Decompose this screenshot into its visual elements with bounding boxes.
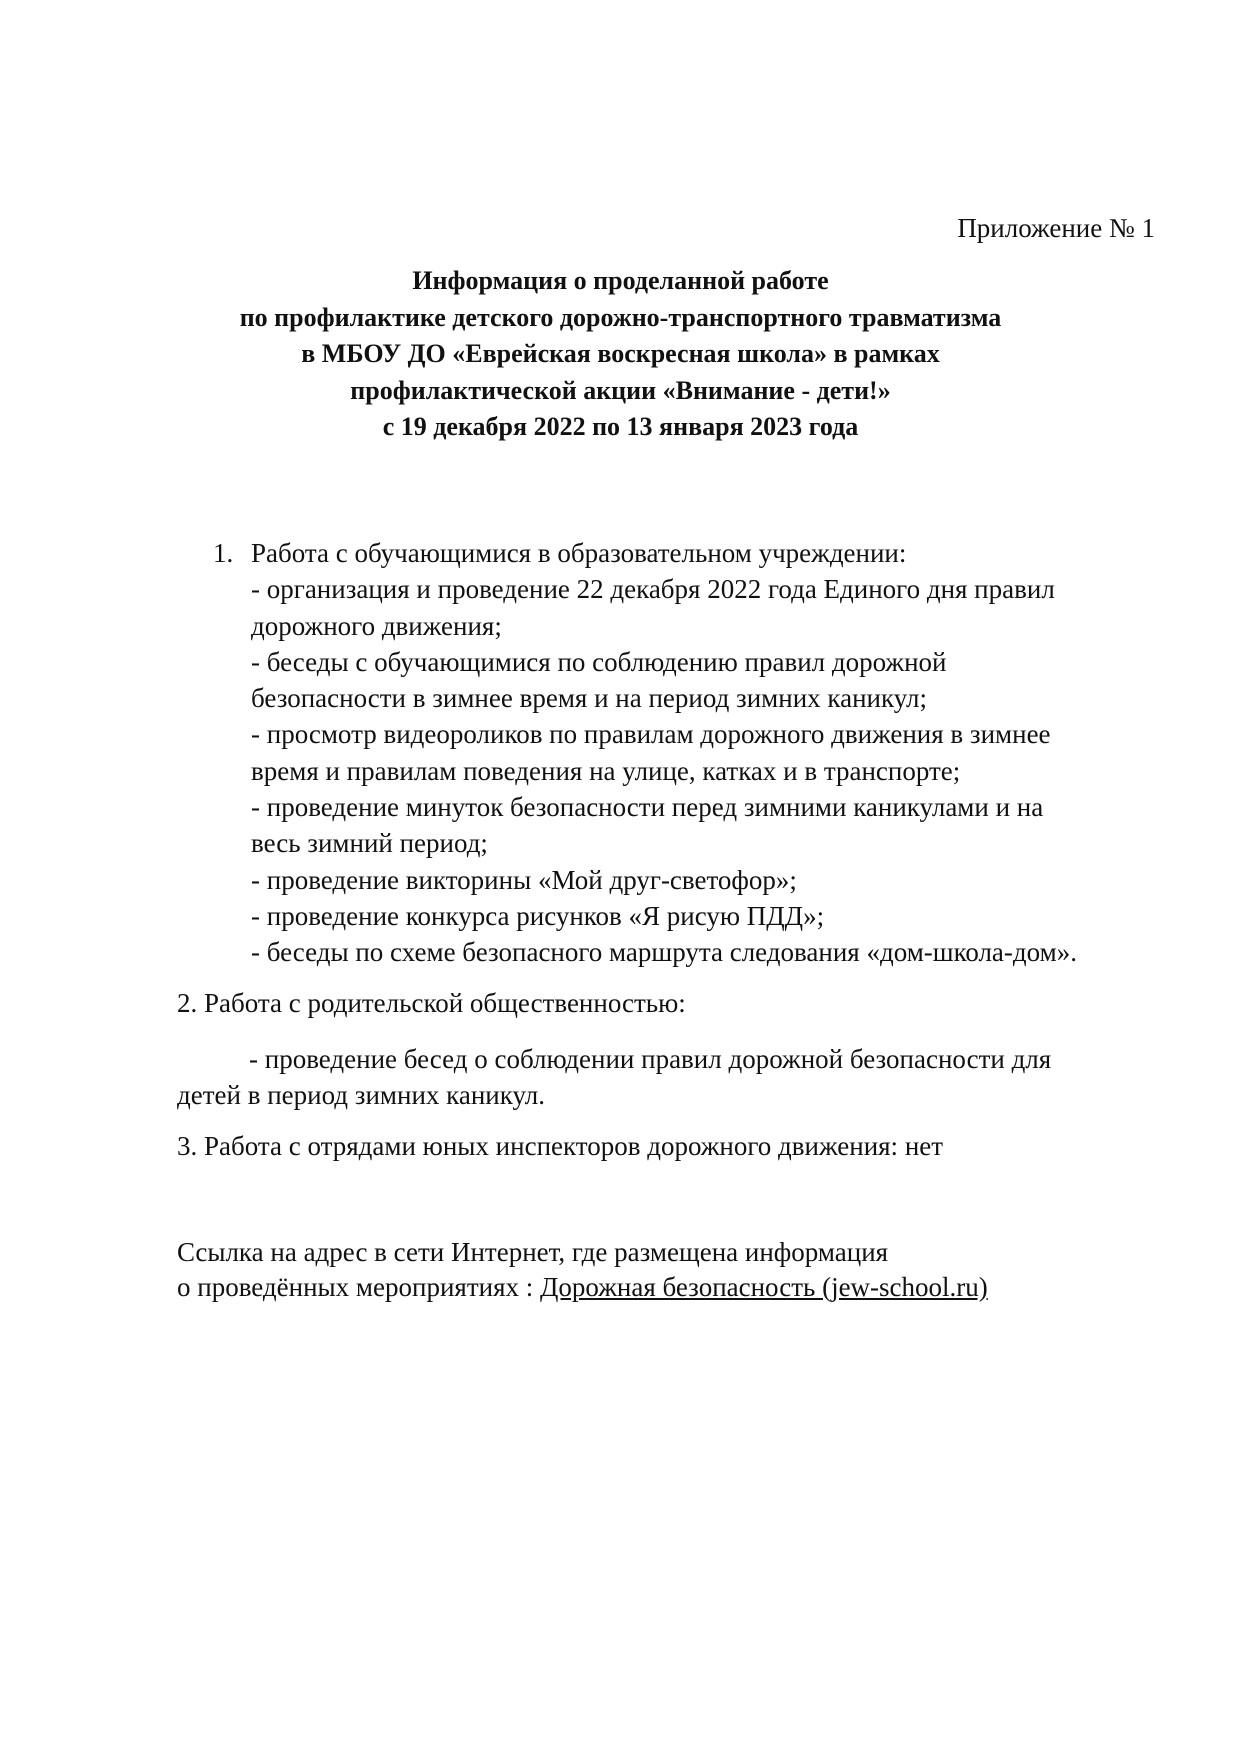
section-1-line: безопасности в зимнее время и на период зимних каникул; — [251, 683, 928, 714]
section-1-line: - проведение викторины «Мой друг-светофор»; — [251, 864, 797, 895]
link-block — [177, 1235, 988, 1305]
title-line: с 19 декабря 2022 по 13 января 2023 года — [382, 412, 859, 441]
section-2-line: - проведение бесед о соблюдении правил дорожной безопасности для — [249, 1044, 1052, 1074]
section-1-heading: Работа с обучающимися в образовательном учреждении: — [251, 538, 907, 568]
link-intro-line: Ссылка на адрес в сети Интернет, где размещена информация — [177, 1237, 889, 1267]
document-title — [0, 263, 1241, 446]
section-1-line: время и правилам поведения на улице, катках и в транспорте; — [251, 755, 961, 786]
title-line: по профилактике детского дорожно-транспортного травматизма — [239, 302, 1002, 332]
link-prefix: о проведённых мероприятиях : — [177, 1272, 540, 1302]
section-1-line: - проведение минуток безопасности перед зимними каникулами и на — [251, 792, 1044, 823]
section-1-line: дорожного движения; — [251, 610, 502, 641]
title-line: Информация о проделанной работе — [412, 266, 829, 295]
section-1-line: - беседы с обучающимися по соблюдению правил дорожной — [251, 646, 947, 677]
road-safety-link[interactable]: Дорожная безопасность (jew-school.ru) — [539, 1272, 988, 1302]
section-1-line: - проведение конкурса рисунков «Я рисую ПДД»; — [251, 900, 825, 931]
link-line — [177, 1270, 988, 1305]
section-1-line: - беседы по схеме безопасного маршрута следования «дом-школа-дом». — [251, 937, 1077, 968]
title-line: в МБОУ ДО «Еврейская воскресная школа» в рамках — [301, 339, 940, 368]
section-1-line: - организация и проведение 22 декабря 2022 года Единого дня правил — [251, 574, 1055, 605]
appendix-label: Приложение № 1 — [957, 213, 1155, 243]
section-1-line: - просмотр видеороликов по правилам дорожного движения в зимнее — [251, 719, 1051, 750]
title-line: профилактической акции «Внимание - дети!» — [350, 375, 891, 405]
section-3: 3. Работа с отрядами юных инспекторов дорожного движения: нет — [177, 1131, 944, 1161]
section-2-line: детей в период зимних каникул. — [177, 1080, 546, 1110]
section-1-line: весь зимний период; — [251, 828, 488, 859]
section-1 — [213, 535, 1077, 971]
section-1-body — [251, 535, 1077, 971]
section-2-body — [177, 1041, 1051, 1113]
section-1-number: 1. — [213, 538, 234, 568]
section-2-heading: 2. Работа с родительской общественностью: — [177, 988, 686, 1018]
